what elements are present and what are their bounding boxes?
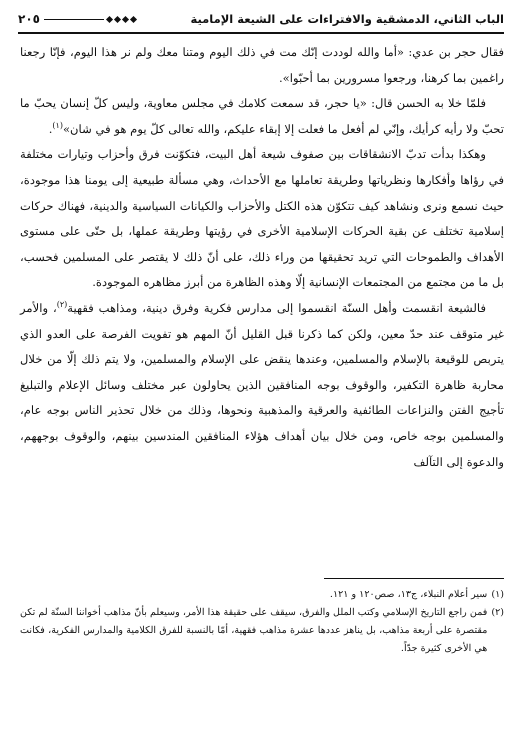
footnote-number: (٢) [491,607,504,618]
footnote-ref[interactable]: (١) [52,120,63,130]
page-number: ٢٠٥ [18,12,40,26]
paragraph-text: ، والأمر غير متوقف عند حدّ معين، ولكن كما ذكرنا قبل القليل أنّ المهم هو تفويت الفرصة على العدو الذي يتربص للوقيعة بالإسلام والمسلمين، وعندها ينقض على الإسلام والمسلمين، ولا يتم ذلك إلّا من خلال محاربة ظاهرة التكفير، والوقوف بوجه المنافقين الذين يحاولون عبر مختلف وسائل الإعلام والتبليغ تأجيج الفتن والنزاعات الطائفية والعرقية والمذهبية ونحوها، وذلك من خلال تحذير الناس بوجه عام، والمسلمين بوجه خاص، ومن خلال بيان أهداف هؤلاء المنافقين المندسين بينهم، والوقوف بوجههم، والدعوة إلى التآلف [20,300,504,469]
ornament-diamond-icon [114,15,121,22]
header-rule [18,32,504,34]
footnotes [20,586,504,658]
paragraph: فلمّا خلا به الحسن قال: «يا حجر، قد سمعت كلامك في مجلس معاوية، وليس كلّ إنسان يحبّ ما تحبّ ولا رأيه كرأيك، وإنّي لم أفعل ما فعلت إلا إبقاء عليكم، والله تعالى كلّ يوم هو في شان»$^{(١)}$. [20,96,504,136]
header-ornament [44,17,136,22]
footnote-ref[interactable]: (٢) [56,300,68,310]
main-text [20,40,504,475]
paragraph [20,40,504,91]
running-title: الباب الثاني، الدمشقية والافتراءات على الشيعة الإمامية [190,12,504,26]
footnote-number: (١) [491,589,504,600]
ornament-line [44,19,104,20]
ornament-diamond-icon [130,15,137,22]
footnote-text: فمن راجع التاريخ الإسلامي وكتب الملل والفرق، سيقف على حقيقة هذا الأمر، وسيعلم بأنّ مذاهب أخواننا السنّة لم تكن مقتصرة على أربعة مذاهب، بل يناهز عددها عشرة مذاهب فقهية، أمّا بالنسبة للفرق الكلامية والمدارس الفكرية، فكانت هي الأخرى كثيرة جدّاً. [20,607,488,654]
paragraph [20,142,504,296]
page-header [18,8,504,30]
ornament-diamond-icon [122,15,129,22]
paragraph [20,296,504,475]
footnote [20,604,504,658]
paragraph-text: فالشيعة انقسمت وأهل السنّة انقسموا إلى مدارس فكرية وفرق دينية، ومذاهب فقهية [67,300,487,315]
footnote [20,586,504,604]
header-left [18,12,136,26]
paragraph-text: فقال حجر بن عدي: «أما والله لوددت إنّك مت في ذلك اليوم ومتنا معك ولم نر هذا اليوم، فإنّا رجعنا راغمين بما كرهنا، ورجعوا مسرورين بما أحبّوا». [20,45,504,85]
ornament-diamond-icon [106,15,113,22]
footnote-text: سير أعلام النبلاء، ج١٣، صص١٢٠ و ١٢١. [329,589,488,600]
paragraph-text: وهكذا بدأت تدبّ الانشقاقات بين صفوف شيعة أهل البيت، فتكوّنت فرق وأحزاب وتيارات مختلفة في رؤاها وأفكارها ونظرياتها وطريقة تعاملها مع الأحداث، وهي مسألة طبيعية إلى يومنا هذا موجودة، حيث نسمع ونرى ونشاهد كيف تتكوّن هذه الكتل والأحزاب والكيانات السياسية والدينية، فهناك حركات إسلامية تختلف عن بقية الحركات الإسلامية الأخرى في رؤيتها وطريقة عملها، بل حتّى على مستوى الأهداف والطموحات التي تريد تحقيقها من وراء ذلك، على أنّ ذلك لا يقتصر على المسلمين فحسب، بل ما من مجتمع من المجتمعات الإنسانية إلّا وهذه الظاهرة من أبرز مظاهره الموجودة. [20,147,504,290]
paragraph-text: فلمّا خلا به الحسن قال: «يا حجر، قد سمعت كلامك في مجلس معاوية، وليس كلّ إنسان يحبّ ما تحبّ ولا رأيه كرأيك، وإنّي لم أفعل ما فعلت إلا إبقاء عليكم، والله تعالى كلّ يوم هو في شان» [20,96,504,136]
footnote-rule [324,578,504,579]
